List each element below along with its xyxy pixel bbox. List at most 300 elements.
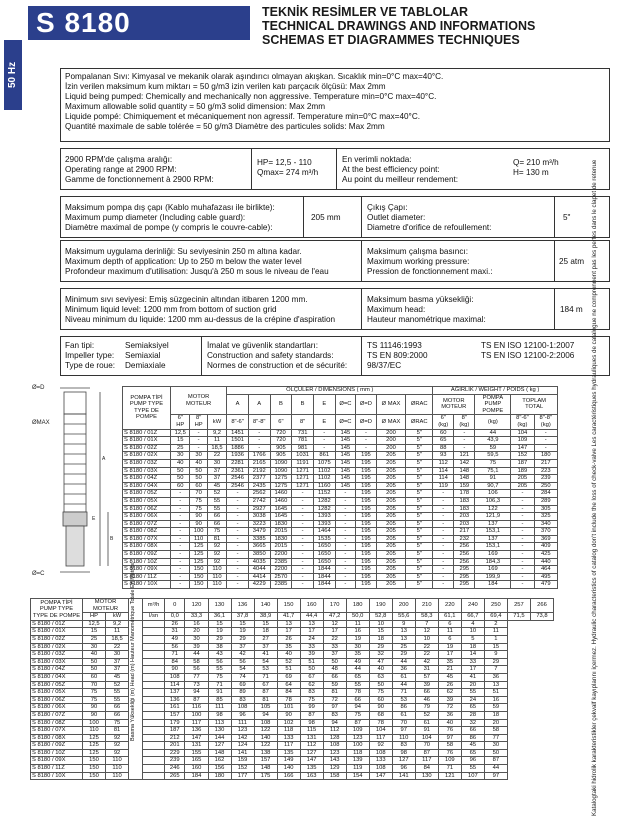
dim-cell: 150 xyxy=(190,566,207,574)
perf-head-value: 14 xyxy=(461,651,484,659)
perf-kw: 110 xyxy=(106,772,129,780)
perf-head-value: 4 xyxy=(461,620,484,628)
perf-head-value: 50 xyxy=(484,749,507,757)
dim-cell: 5" xyxy=(406,437,433,445)
dim-cell: - xyxy=(454,429,475,437)
dim-cell: 205 xyxy=(376,513,406,521)
dim-unit-label: 8"-8" (kg) xyxy=(534,415,557,429)
dim-cell: - xyxy=(292,551,314,559)
diameter-box xyxy=(60,196,610,238)
perf-head-value: 18 xyxy=(254,628,277,636)
perf-table-row xyxy=(31,749,554,757)
perf-head-value: 55 xyxy=(461,765,484,773)
perf-head-value: 212 xyxy=(165,734,185,742)
perf-pump-type: S 8180 / 06Z xyxy=(31,696,83,704)
perf-head-value: 17 xyxy=(461,666,484,674)
perf-head-value: 55 xyxy=(346,681,369,689)
perf-head-value: 39 xyxy=(438,696,461,704)
dim-cell: 50 xyxy=(171,467,190,475)
dim-cell: - xyxy=(190,429,207,437)
dim-cell: - xyxy=(292,513,314,521)
perf-kw: 81 xyxy=(106,727,129,735)
perf-head-value: 66 xyxy=(323,673,346,681)
dim-cell: 195 xyxy=(356,520,377,528)
flow-m3h: 190 xyxy=(369,599,392,613)
dim-cell: 5" xyxy=(406,581,433,589)
dim-cell: 1936 xyxy=(227,452,249,460)
dim-cell: 110 xyxy=(207,573,226,581)
perf-head-value: 140 xyxy=(254,734,277,742)
perf-table-row xyxy=(31,689,554,697)
perf-pump-type: S 8180 / 09X xyxy=(31,757,83,765)
head-axis-text: Basma Yüksekliği (m) Head (m) Hauteur Manométrique Totale En Mètres xyxy=(130,562,137,741)
dim-cell: - xyxy=(335,505,356,513)
dim-cell: 15 xyxy=(171,437,190,445)
perf-head-value: 44 xyxy=(185,651,208,659)
perf-head-value: 142 xyxy=(231,734,254,742)
dim-col-label: Ø MAX xyxy=(376,394,406,415)
perf-head-value: 16 xyxy=(484,696,507,704)
perf-head-value: 17 xyxy=(300,628,323,636)
perf-head-value: 50 xyxy=(369,681,392,689)
perf-head-value: 43 xyxy=(208,651,231,659)
dim-cell: - xyxy=(292,505,314,513)
perf-head-value: 77 xyxy=(185,673,208,681)
dim-cell: - xyxy=(454,437,475,445)
perf-head-m3h: m³/h xyxy=(143,599,165,613)
dim-pump-type: S 8180 / 07X xyxy=(123,535,171,543)
dim-cell: 195 xyxy=(356,528,377,536)
dim-cell: 43,9 xyxy=(475,437,511,445)
dim-cell: - xyxy=(171,558,190,566)
perf-head-value: 175 xyxy=(254,772,277,780)
dim-cell: 1075 xyxy=(313,459,335,467)
perf-head-value: 136 xyxy=(185,727,208,735)
dim-cell: - xyxy=(433,520,454,528)
dim-cell: 200 xyxy=(376,437,406,445)
dim-pump-type: S 8180 / 05Z xyxy=(123,490,171,498)
perf-head-value: 11 xyxy=(438,628,461,636)
perf-pump-type: S 8180 / 10Z xyxy=(31,749,83,757)
perf-head-value: 30 xyxy=(346,643,369,651)
dim-cell: - xyxy=(313,437,335,445)
perf-head-value: 38 xyxy=(208,643,231,651)
perf-head-value: 62 xyxy=(300,681,323,689)
dim-cell: 5" xyxy=(406,543,433,551)
depth-label: Maksimum uygulama derinliği: Su seviyesinin 250 m altına kadar. Maximum depth of application: Up to 250 m below the water level Profondeur maximum d'utilisation: Jusqu'à 250 m sous le niveau de l'eau xyxy=(65,247,329,276)
dim-cell: 184,3 xyxy=(475,558,511,566)
dim-cell: 81 xyxy=(207,535,226,543)
perf-head-value: 239 xyxy=(165,757,185,765)
perf-head-value: 122 xyxy=(254,727,277,735)
fluid-text: Pompalanan Sıvı: Kimyasal ve mekanik olarak aşındırıcı olmayan akışkan. Sıcaklık min=0°C max=40°C. İzin verilen maksimum kum miktarı = 50 g/m3 izin verilen katı parçacık ölçüsü: Max 2mm Liquid being pumped: Chemically and mechanically non aggressive. Temperature min=0°C max=40°C. Maximum allowable solid quantity = 50 g/m3 solid dimension: Max 2mm Liquide pompé: Chimiquement et mécaniquement non agressif. Temperature min=0°C max=40°C. Quantité maximale de sable tolérée = 50 g/m3 Diamètre des particules solids: Max 2mm xyxy=(65,72,444,131)
perf-head-value: 57 xyxy=(415,673,438,681)
dim-table-row xyxy=(123,505,558,513)
dim-cell: 92 xyxy=(207,543,226,551)
perf-head-value: 138 xyxy=(254,749,277,757)
dim-cell: - xyxy=(171,551,190,559)
dim-cell: - xyxy=(335,551,356,559)
perf-pump-type: S 8180 / 03Z xyxy=(31,651,83,659)
perf-spacer xyxy=(143,704,165,712)
dim-cell: 905 xyxy=(270,452,292,460)
dim-pump-type: S 8180 / 03X xyxy=(123,467,171,475)
dim-cell: - xyxy=(335,543,356,551)
perf-hp: 12,5 xyxy=(83,620,106,628)
perf-head-value: 54 xyxy=(231,666,254,674)
dim-cell: - xyxy=(433,551,454,559)
dim-cell: 3479 xyxy=(248,528,270,536)
perf-head-value: 123 xyxy=(231,727,254,735)
perf-head-value: 63 xyxy=(369,673,392,681)
perf-head-value: 97 xyxy=(438,734,461,742)
dim-cell: 5" xyxy=(406,490,433,498)
perf-head-value: 112 xyxy=(300,742,323,750)
a-dimension-label: A xyxy=(102,456,106,462)
dim-cell: 2435 xyxy=(248,482,270,490)
efficiency-label: En verimli noktada: At the best efficiency point: Au point du meilleur rendement: xyxy=(342,155,459,184)
dim-cell: 75 xyxy=(207,528,226,536)
perf-head-value: 22 xyxy=(323,635,346,643)
dim-pump-type: S 8180 / 04Z xyxy=(123,475,171,483)
perf-head-value: 127 xyxy=(392,757,415,765)
perf-head-value: 100 xyxy=(346,742,369,750)
perf-head-value: 42 xyxy=(231,651,254,659)
dim-cell: - xyxy=(171,505,190,513)
dim-cell: 59 xyxy=(475,444,511,452)
perf-table-row xyxy=(31,772,554,780)
dim-cell: - xyxy=(511,505,534,513)
perf-head-value: 94 xyxy=(254,711,277,719)
perf-head-value: 69 xyxy=(277,673,300,681)
dim-cell: 12,5 xyxy=(171,429,190,437)
dim-cell: 205 xyxy=(376,528,406,536)
dim-cell: 195 xyxy=(356,535,377,543)
dim-cell: 905 xyxy=(270,444,292,452)
pressure-value: 25 atm xyxy=(559,257,585,266)
perf-head-value: 90 xyxy=(369,704,392,712)
perf-head-value: 76 xyxy=(438,727,461,735)
dim-unit-label: (kg) xyxy=(475,415,511,429)
dim-cell: 50 xyxy=(171,475,190,483)
dim-table-row xyxy=(123,543,558,551)
perf-head-value: 135 xyxy=(300,765,323,773)
perf-kw: 92 xyxy=(106,749,129,757)
dim-unit-label: 8"-6" (kg) xyxy=(511,415,534,429)
perf-kw: 11 xyxy=(106,628,129,636)
perf-pump-type: S 8180 / 03X xyxy=(31,658,83,666)
perf-head-value: 141 xyxy=(231,749,254,757)
perf-head-value: 37 xyxy=(231,643,254,651)
dim-cell: 25 xyxy=(171,444,190,452)
dim-cell: 5" xyxy=(406,520,433,528)
dim-cell: 217 xyxy=(534,459,557,467)
perf-spacer xyxy=(143,620,165,628)
perf-head-value: 29 xyxy=(392,651,415,659)
dim-cell: 5" xyxy=(406,444,433,452)
perf-head-value: 133 xyxy=(277,734,300,742)
dim-cell: 11 xyxy=(207,437,226,445)
outlet-value: 5" xyxy=(563,213,571,222)
perf-head-value: 47 xyxy=(369,658,392,666)
perf-head-value: 13 xyxy=(484,681,507,689)
dim-cell: 2377 xyxy=(248,475,270,483)
dim-cell: - xyxy=(227,573,249,581)
dim-cell: 2546 xyxy=(227,482,249,490)
perf-head-value: 246 xyxy=(165,765,185,773)
dim-cell: - xyxy=(227,520,249,528)
perf-head-value: 74 xyxy=(231,673,254,681)
dim-cell: - xyxy=(171,490,190,498)
perf-spacer xyxy=(143,749,165,757)
dim-cell: 2385 xyxy=(270,558,292,566)
dim-cell: - xyxy=(335,535,356,543)
dim-table-row xyxy=(123,490,558,498)
perf-head-value: 155 xyxy=(185,749,208,757)
perf-head-value: 21 xyxy=(438,666,461,674)
perf-head-value: 75 xyxy=(369,689,392,697)
dim-cell: 147 xyxy=(511,444,534,452)
perf-head-value: 40 xyxy=(277,651,300,659)
perf-head-value: 45 xyxy=(438,673,461,681)
perf-head-value: 17 xyxy=(438,651,461,659)
perf-pump-type: S 8180 / 07X xyxy=(31,727,83,735)
dim-cell: 440 xyxy=(534,558,557,566)
perf-head-value: 51 xyxy=(300,658,323,666)
dim-cell: - xyxy=(313,429,335,437)
dim-cell: 200 xyxy=(376,444,406,452)
dim-cell: 150 xyxy=(190,573,207,581)
perf-head-motor: MOTOR MOTEUR xyxy=(83,599,129,613)
dim-unit-label: 6" (kg) xyxy=(433,415,454,429)
dim-sub-header: 8" xyxy=(292,415,314,429)
dim-cell: 2200 xyxy=(270,551,292,559)
dim-cell: 183 xyxy=(454,505,475,513)
perf-head-value: 156 xyxy=(208,765,231,773)
dim-cell: 114 xyxy=(433,475,454,483)
dim-cell: - xyxy=(227,528,249,536)
dim-cell: 205 xyxy=(376,459,406,467)
dim-cell: 195 xyxy=(356,558,377,566)
perf-head-value: 71 xyxy=(165,651,185,659)
perf-head-value: 108 xyxy=(254,719,277,727)
perf-table-row xyxy=(31,734,554,742)
flow-m3h: 250 xyxy=(484,599,507,613)
perf-head-value: 201 xyxy=(165,742,185,750)
perf-spacer xyxy=(143,742,165,750)
dim-cell: - xyxy=(171,520,190,528)
dim-cell: 1535 xyxy=(313,535,335,543)
dim-cell: 1393 xyxy=(313,513,335,521)
dim-cell: 2015 xyxy=(270,528,292,536)
dim-pump-type: S 8180 / 02Z xyxy=(123,444,171,452)
perf-head-value: 84 xyxy=(415,765,438,773)
perf-head-value: 158 xyxy=(323,772,346,780)
dim-cell: 145 xyxy=(335,452,356,460)
flow-ls: 33,3 xyxy=(185,613,208,621)
perf-head-value: 180 xyxy=(208,772,231,780)
outlet-label: Çıkış Çapı: Outlet diameter: Diametre d'orifice de refoullement: xyxy=(367,203,492,232)
perf-spacer xyxy=(143,628,165,636)
dim-cell: 295 xyxy=(454,566,475,574)
perf-kw: 9,2 xyxy=(106,620,129,628)
dim-cell: 199,9 xyxy=(475,573,511,581)
dim-cell: - xyxy=(335,558,356,566)
dim-cell: 142 xyxy=(454,459,475,467)
perf-pump-type: S 8180 / 04X xyxy=(31,673,83,681)
dim-sub-header: Ø MAX xyxy=(376,415,406,429)
dim-table-row xyxy=(123,482,558,490)
perf-head-value: 10 xyxy=(415,635,438,643)
perf-head-value: 75 xyxy=(208,673,231,681)
perf-table-row xyxy=(31,673,554,681)
dim-cell: 5" xyxy=(406,505,433,513)
perf-head-value: 26 xyxy=(165,620,185,628)
dim-cell: 70 xyxy=(190,490,207,498)
dim-cell: - xyxy=(335,566,356,574)
dim-cell: - xyxy=(511,543,534,551)
dim-cell: 125 xyxy=(190,551,207,559)
perf-head-value: 67 xyxy=(300,673,323,681)
perf-head-value: 98 xyxy=(300,719,323,727)
perf-head-value: 20 xyxy=(461,681,484,689)
dim-cell: 145 xyxy=(335,437,356,445)
perf-head-value: 98 xyxy=(208,711,231,719)
c-dimension-label: Ø=C xyxy=(32,571,45,577)
perf-spacer xyxy=(143,681,165,689)
perf-table-row xyxy=(31,651,554,659)
dim-cell: 1393 xyxy=(313,520,335,528)
perf-table-row xyxy=(31,742,554,750)
perf-hp: 100 xyxy=(83,719,106,727)
dim-cell: 195 xyxy=(356,513,377,521)
dim-cell: 5" xyxy=(406,459,433,467)
dim-cell: 3223 xyxy=(248,520,270,528)
dim-cell: 1844 xyxy=(313,573,335,581)
dim-sub-header: 8"-8" xyxy=(248,415,270,429)
dim-table-row xyxy=(123,535,558,543)
perf-head-value: 143 xyxy=(323,757,346,765)
perf-head-value: 87 xyxy=(254,689,277,697)
dim-cell: - xyxy=(433,543,454,551)
perf-head-value: 1 xyxy=(484,635,507,643)
dim-cell: 152 xyxy=(511,452,534,460)
perf-hp: 25 xyxy=(83,635,106,643)
perf-pump-type: S 8180 / 05Z xyxy=(31,681,83,689)
dim-cell: 37 xyxy=(207,475,226,483)
dim-cell: 90 xyxy=(190,513,207,521)
perf-head-value: 6 xyxy=(438,620,461,628)
dim-cell: 2281 xyxy=(227,459,249,467)
perf-head-value: 84 xyxy=(277,689,300,697)
perf-head-value: 99 xyxy=(300,704,323,712)
flow-ls: 50,0 xyxy=(346,613,369,621)
perf-head-value: 87 xyxy=(415,749,438,757)
dim-head-type: POMPA TİPİ PUMP TYPE TYPE DE POMPE xyxy=(123,387,171,430)
standards-b: TS EN ISO 12100-1:2007 TS EN ISO 12100-2:2006 xyxy=(481,341,575,360)
dim-cell: 305 xyxy=(534,505,557,513)
dim-cell: - xyxy=(335,513,356,521)
perf-head-value: 55 xyxy=(208,666,231,674)
dim-cell: 60 xyxy=(433,429,454,437)
perf-head-value: 96 xyxy=(231,711,254,719)
perf-head-value: 66 xyxy=(461,727,484,735)
dim-cell: 256 xyxy=(454,543,475,551)
perf-head-value: 24 xyxy=(300,635,323,643)
perf-head-value: 36 xyxy=(484,673,507,681)
perf-head-value: 40 xyxy=(369,666,392,674)
perf-spacer xyxy=(143,734,165,742)
perf-head-value: 7 xyxy=(415,620,438,628)
standards-label: İmalat ve güvenlik standartları: Construction and safety standards: Normes de construction et de sécurité: xyxy=(207,341,348,370)
perf-head-value: 149 xyxy=(277,757,300,765)
dim-table-row xyxy=(123,566,558,574)
dim-cell: 2742 xyxy=(248,497,270,505)
dim-cell: - xyxy=(292,490,314,498)
perf-head-value: 44 xyxy=(392,681,415,689)
flow-m3h: 140 xyxy=(254,599,277,613)
pump-drawing xyxy=(30,380,118,580)
dim-cell: 75,1 xyxy=(475,467,511,475)
title-en: TECHNICAL DRAWINGS AND INFORMATIONS xyxy=(262,19,536,33)
perf-kw: 66 xyxy=(106,711,129,719)
dim-cell: - xyxy=(292,581,314,589)
perf-head-value: 13 xyxy=(392,635,415,643)
perf-head-value: 39 xyxy=(185,643,208,651)
perf-table-row xyxy=(31,620,554,628)
e-dimension-label: E xyxy=(92,516,96,522)
perf-table-row xyxy=(31,635,554,643)
flow-ls: 73,8 xyxy=(530,613,553,621)
perf-hp: 150 xyxy=(83,765,106,773)
dim-cell: - xyxy=(433,528,454,536)
dim-cell: 1031 xyxy=(292,452,314,460)
frequency-label: 50 Hz xyxy=(4,40,22,110)
dim-cell: 159 xyxy=(454,482,475,490)
perf-head-value: 110 xyxy=(392,734,415,742)
perf-spacer xyxy=(143,643,165,651)
dim-cell: 121 xyxy=(454,452,475,460)
perf-head-value: 144 xyxy=(208,734,231,742)
dim-cell: 3850 xyxy=(248,551,270,559)
perf-head-value: 129 xyxy=(323,765,346,773)
perf-table-row xyxy=(31,757,554,765)
dim-cell: 4229 xyxy=(248,581,270,589)
perf-head-value: 131 xyxy=(185,742,208,750)
dim-cell: 106 xyxy=(475,490,511,498)
dim-cell: - xyxy=(433,490,454,498)
dim-cell: - xyxy=(227,535,249,543)
dim-cell: 104 xyxy=(511,429,534,437)
perf-head-value: 17 xyxy=(277,628,300,636)
dim-cell: 5" xyxy=(406,475,433,483)
flow-m3h: 220 xyxy=(438,599,461,613)
perf-head-hp: HP xyxy=(83,613,106,621)
dim-col-label: B xyxy=(270,394,292,415)
dim-cell: 479 xyxy=(534,581,557,589)
perf-head-value: 116 xyxy=(185,704,208,712)
dim-col-label: Ø=C xyxy=(335,394,356,415)
perf-hp: 70 xyxy=(83,681,106,689)
perf-head-value: 25 xyxy=(392,643,415,651)
flow-ls: 58,3 xyxy=(415,613,438,621)
dim-cell: - xyxy=(433,497,454,505)
perf-spacer xyxy=(143,658,165,666)
dim-cell: - xyxy=(171,566,190,574)
dim-cell: 1460 xyxy=(270,497,292,505)
dim-cell: 22 xyxy=(207,452,226,460)
perf-head-value: 12 xyxy=(323,620,346,628)
